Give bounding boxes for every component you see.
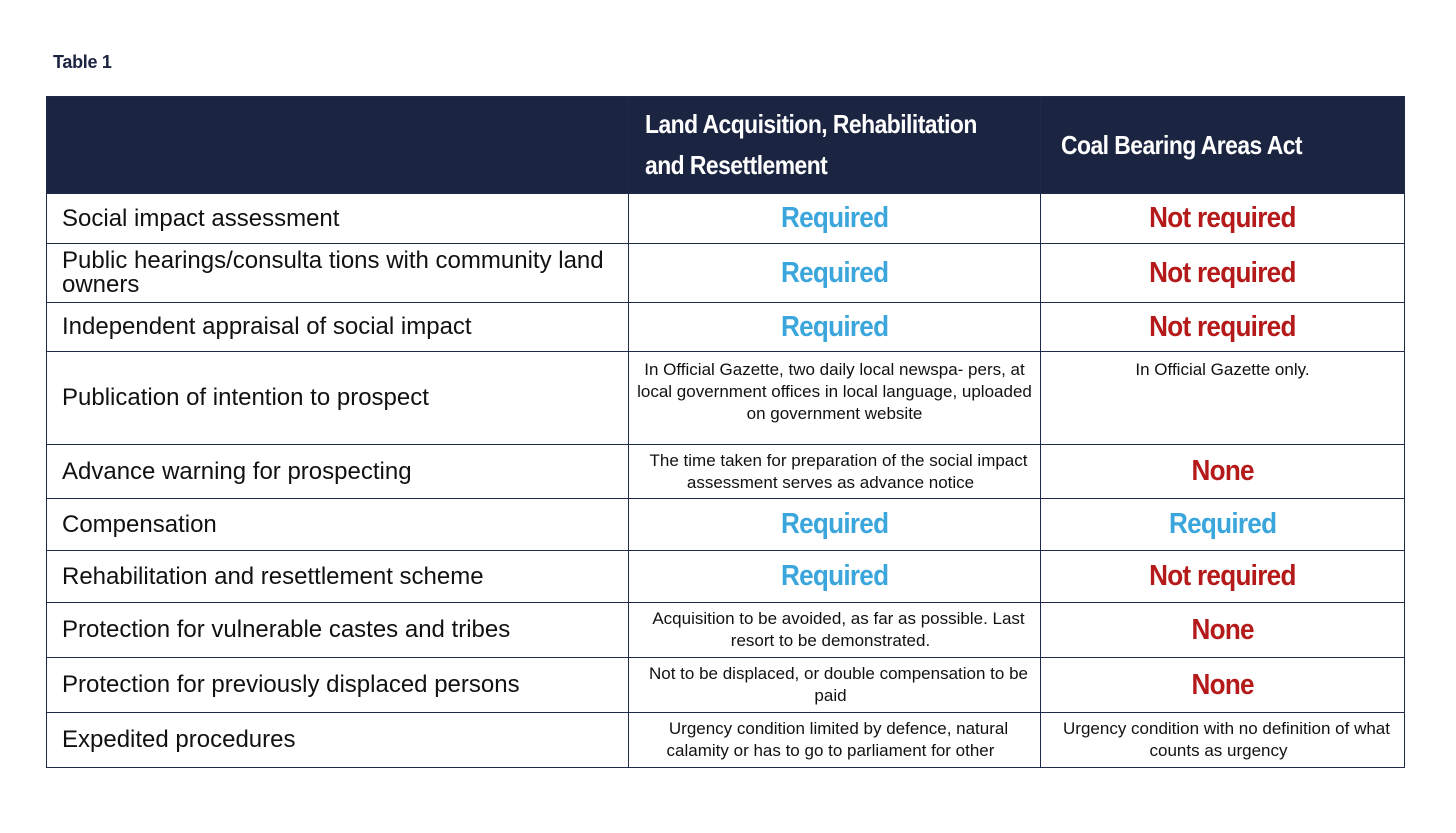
- header-row: [47, 97, 1405, 194]
- header-cbaa-label: Coal Bearing Areas Act: [1061, 129, 1302, 160]
- cbaa-cell: [1041, 658, 1405, 713]
- cbaa-cell: [1041, 713, 1405, 768]
- status-required: Required: [780, 256, 889, 289]
- larr-cell: [629, 445, 1041, 499]
- larr-cell: [629, 658, 1041, 713]
- status-required: Required: [1168, 508, 1277, 540]
- status-none: None: [1191, 613, 1254, 646]
- row-label: Compensation: [47, 499, 629, 551]
- cbaa-note: Urgency condition with no definition of what counts as urgency: [1063, 719, 1390, 760]
- larr-cell: [629, 551, 1041, 603]
- table-row: [47, 303, 1405, 352]
- row-label: Protection for previously displaced persons: [47, 658, 629, 713]
- table-row: [47, 244, 1405, 303]
- row-label: Publication of intention to prospect: [47, 352, 629, 445]
- table-row: [47, 658, 1405, 713]
- table-row: [47, 603, 1405, 658]
- header-larr-line2: and Resettlement: [645, 150, 828, 180]
- cbaa-cell: [1041, 445, 1405, 499]
- larr-note: Urgency condition limited by defence, natural calamity or has to go to parliament for other: [666, 719, 1009, 760]
- status-not-required: Not required: [1149, 560, 1296, 592]
- comparison-table: [46, 96, 1405, 768]
- status-required: Required: [780, 560, 889, 592]
- table-row: [47, 352, 1405, 445]
- table-title: Table 1: [53, 52, 112, 72]
- row-label: Public hearings/consulta tions with community land owners: [47, 244, 629, 303]
- larr-note: Acquisition to be avoided, as far as possible. Last resort to be demonstrated.: [652, 609, 1025, 650]
- larr-note: In Official Gazette, two daily local newspa- pers, at local government offices in local language, uploaded on government website: [637, 360, 1032, 423]
- status-none: None: [1191, 668, 1254, 701]
- larr-cell: [629, 244, 1041, 303]
- status-not-required: Not required: [1149, 202, 1296, 234]
- cbaa-cell: [1041, 194, 1405, 244]
- larr-note: The time taken for preparation of the social impact assessment serves as advance notice: [649, 450, 1028, 492]
- larr-cell: [629, 194, 1041, 244]
- cbaa-cell: [1041, 303, 1405, 352]
- status-required: Required: [780, 202, 889, 234]
- cbaa-note: In Official Gazette only.: [1135, 360, 1310, 379]
- larr-cell: [629, 603, 1041, 658]
- cbaa-cell: [1041, 603, 1405, 658]
- status-not-required: Not required: [1149, 310, 1296, 343]
- cbaa-cell: [1041, 244, 1405, 303]
- table-row: [47, 713, 1405, 768]
- row-label: Advance warning for prospecting: [47, 445, 629, 499]
- header-blank-cell: [47, 97, 629, 194]
- larr-cell: [629, 352, 1041, 445]
- larr-cell: [629, 499, 1041, 551]
- status-required: Required: [780, 508, 889, 540]
- status-not-required: Not required: [1149, 256, 1296, 289]
- header-larr-line1: Land Acquisition, Rehabilitation: [645, 109, 977, 139]
- status-required: Required: [780, 310, 889, 343]
- row-label: Rehabilitation and resettlement scheme: [47, 551, 629, 603]
- status-none: None: [1191, 455, 1254, 487]
- row-label: Protection for vulnerable castes and tribes: [47, 603, 629, 658]
- larr-cell: [629, 713, 1041, 768]
- table-row: [47, 551, 1405, 603]
- row-label: Independent appraisal of social impact: [47, 303, 629, 352]
- row-label: Expedited procedures: [47, 713, 629, 768]
- larr-cell: [629, 303, 1041, 352]
- header-cbaa: [1041, 97, 1405, 194]
- larr-note: Not to be displaced, or double compensation to be paid: [649, 664, 1028, 705]
- cbaa-cell: [1041, 499, 1405, 551]
- table-row: [47, 445, 1405, 499]
- cbaa-cell: [1041, 352, 1405, 445]
- row-label: Social impact assessment: [47, 194, 629, 244]
- header-larr: [629, 97, 1041, 194]
- table-row: [47, 194, 1405, 244]
- cbaa-cell: [1041, 551, 1405, 603]
- table-row: [47, 499, 1405, 551]
